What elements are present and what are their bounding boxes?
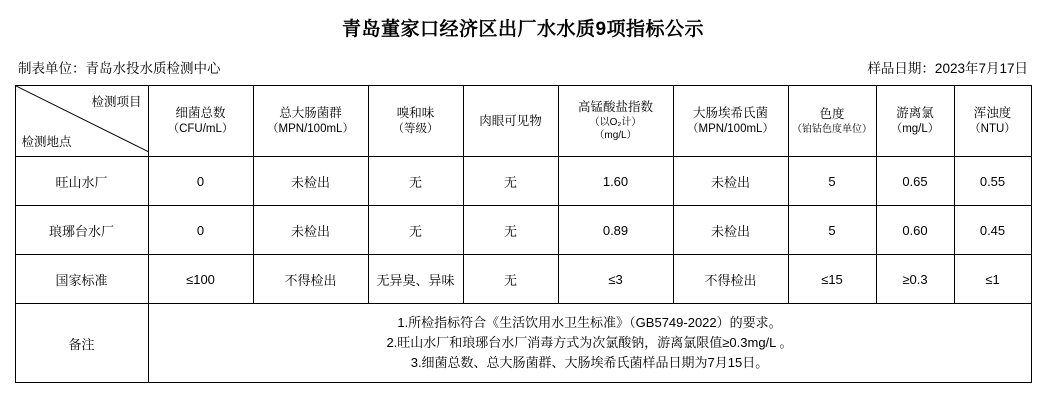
cell-value: 不得检出 (673, 255, 788, 304)
cell-value: 0.55 (954, 157, 1031, 206)
table-header-row (15, 86, 1031, 157)
table-row (15, 157, 1031, 206)
column-header-name: 细菌总数 (175, 105, 226, 120)
cell-value: 无 (368, 157, 463, 206)
cell-value: 0 (148, 157, 253, 206)
cell-value: 0 (148, 206, 253, 255)
column-header-name: 色度 (819, 106, 845, 121)
document-meta (0, 41, 1046, 85)
cell-value: 无 (463, 255, 558, 304)
cell-value: 1.60 (558, 157, 673, 206)
cell-value: 5 (788, 206, 876, 255)
cell-value: 0.60 (876, 206, 954, 255)
column-header-unit: （CFU/mL） (167, 122, 234, 135)
column-header-name: 大肠埃希氏菌 (692, 105, 768, 120)
column-header-unit: （NTU） (969, 122, 1016, 135)
note-line: 1.所检指标符合《生活饮用水卫生标准》（GB5749-2022）的要求。 (397, 314, 782, 330)
note-line: 2.旺山水厂和琅琊台水厂消毒方式为次氯酸钠，游离氯限值≥0.3mg/L 。 (386, 334, 793, 350)
header-corner-top-label: 检测项目 (91, 95, 142, 109)
column-header-name: 总大肠菌群 (279, 105, 342, 120)
row-site-label: 旺山水厂 (15, 157, 148, 206)
table-note-row (15, 304, 1031, 383)
cell-value: 0.89 (558, 206, 673, 255)
page-title: 青岛董家口经济区出厂水水质9项指标公示 (341, 19, 705, 40)
column-header-unit: （MPN/100mL） (267, 122, 354, 135)
column-header-unit: （以O₂计） (589, 116, 642, 128)
cell-value: 未检出 (253, 157, 368, 206)
column-header-name: 游离氯 (896, 105, 934, 120)
column-header-unit: （MPN/100mL） (687, 122, 774, 135)
column-header-total-coliform (253, 86, 368, 157)
column-header-free-chlorine (876, 86, 954, 157)
table-row (15, 206, 1031, 255)
column-header-unit: （mg/L） (890, 122, 940, 135)
cell-value: 无 (368, 206, 463, 255)
row-site-label: 琅琊台水厂 (15, 206, 148, 255)
cell-value: 0.45 (954, 206, 1031, 255)
cell-value: ≤15 (788, 255, 876, 304)
maker-unit-label: 制表单位：青岛水投水质检测中心 (18, 61, 221, 76)
cell-value: 不得检出 (253, 255, 368, 304)
column-header-name: 高锰酸盐指数 (577, 100, 653, 115)
cell-value: 无 (463, 157, 558, 206)
cell-value: ≤3 (558, 255, 673, 304)
note-line: 3.细菌总数、总大肠菌群、大肠埃希氏菌样品日期为7月15日。 (410, 355, 769, 371)
note-label: 备注 (15, 304, 148, 383)
column-header-chromaticity (788, 86, 876, 157)
cell-value: 0.65 (876, 157, 954, 206)
table-row (15, 255, 1031, 304)
cell-value: 未检出 (253, 206, 368, 255)
cell-value: 5 (788, 157, 876, 206)
column-header-name: 嗅和味 (396, 105, 435, 120)
column-header-turbidity (954, 86, 1031, 157)
column-header-e-coli (673, 86, 788, 157)
cell-value: ≤100 (148, 255, 253, 304)
column-header-name: 浑浊度 (973, 105, 1012, 120)
cell-value: ≥0.3 (876, 255, 954, 304)
note-body (148, 304, 1031, 383)
cell-value: 无 (463, 206, 558, 255)
column-header-permanganate-index (558, 86, 673, 157)
cell-value: 未检出 (673, 157, 788, 206)
column-header-bacteria-count (148, 86, 253, 157)
sample-date-label: 样品日期：2023年7月17日 (867, 61, 1028, 76)
cell-value: 未检出 (673, 206, 788, 255)
cell-value: ≤1 (954, 255, 1031, 304)
row-site-label: 国家标准 (15, 255, 148, 304)
cell-value: 无异臭、异味 (368, 255, 463, 304)
water-quality-table (15, 85, 1032, 383)
column-header-odor-taste (368, 86, 463, 157)
column-header-unit: （铂钴色度单位） (792, 123, 872, 135)
column-header-unit: （等级） (392, 122, 439, 135)
column-header-name: 肉眼可见物 (479, 113, 542, 128)
column-header-unit-secondary: （mg/L） (594, 130, 637, 142)
column-header-visible-matter (463, 86, 558, 157)
header-corner-bottom-label: 检测地点 (21, 135, 72, 149)
header-corner-cell (15, 86, 148, 157)
